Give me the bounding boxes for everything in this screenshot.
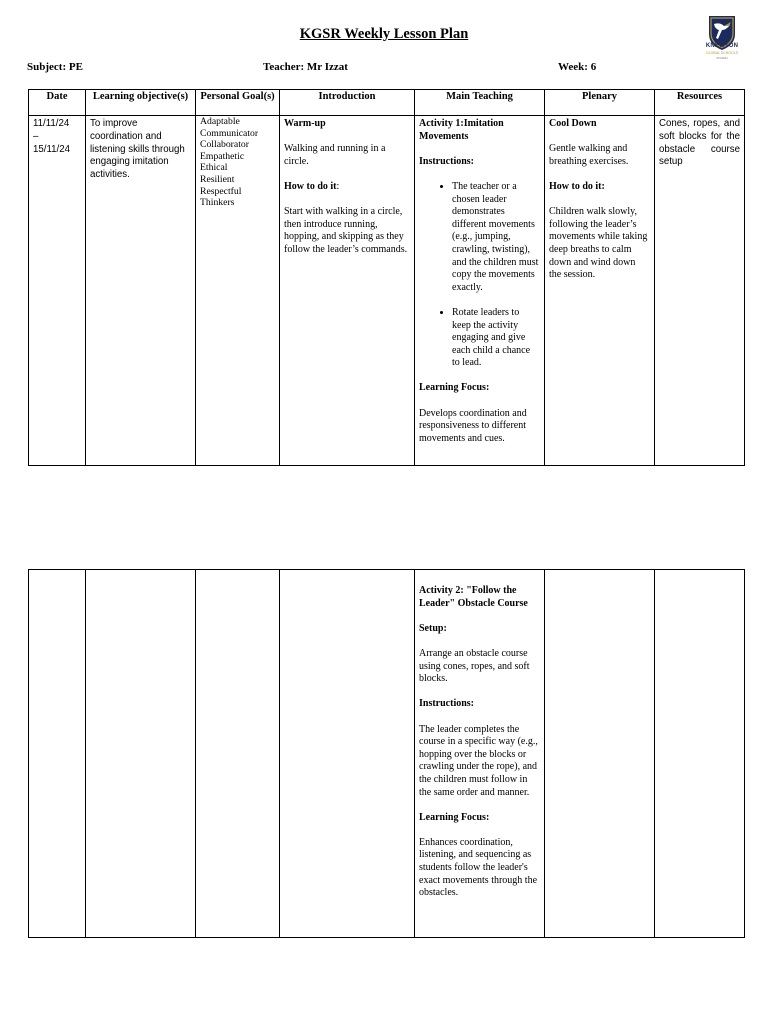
week-label: Week: 6 — [558, 61, 597, 73]
goal-item: Respectful — [200, 185, 242, 197]
learning-focus-label: Learning Focus: — [419, 382, 490, 394]
learning-focus-label: Learning Focus: — [419, 811, 490, 823]
lesson-plan-table — [28, 89, 745, 466]
intro-heading: Warm-up — [284, 118, 326, 129]
goal-item: Communicator — [200, 127, 259, 139]
lesson-plan-table-continued — [28, 569, 745, 938]
goal-item: Adaptable — [200, 116, 240, 127]
objective-cell: To improve coordination and listening skills through engaging imitation activities. — [86, 116, 196, 466]
header-introduction: Introduction — [280, 90, 415, 116]
header-objective: Learning objective(s) — [86, 90, 196, 116]
main-teaching-cell — [415, 116, 545, 466]
date-cell — [29, 116, 86, 466]
plenary-heading: Cool Down — [549, 118, 597, 129]
learning-focus-text: Develops coordination and responsiveness to different movements and cues. — [419, 407, 527, 444]
header-goals: Personal Goal(s) — [196, 90, 280, 116]
table-row — [29, 570, 745, 938]
header-plenary: Plenary — [545, 90, 655, 116]
instructions-list — [419, 181, 540, 370]
subject-label: Subject: PE — [27, 61, 83, 73]
logo-location: RIYADH — [716, 56, 728, 60]
header-resources: Resources — [655, 90, 745, 116]
setup-text: Arrange an obstacle course using cones, ropes, and soft blocks. — [419, 647, 530, 685]
plenary-cell — [545, 570, 655, 938]
table-row — [29, 116, 745, 466]
page-title: KGSR Weekly Lesson Plan — [299, 26, 469, 42]
activity1-heading: Activity 1:Imitation Movements — [419, 118, 504, 142]
logo-name: KNEWTON — [705, 43, 739, 49]
table-header-row — [29, 90, 745, 116]
activity2-heading: Activity 2: "Follow the Leader" Obstacle Course — [419, 585, 528, 609]
goal-item: Thinkers — [200, 197, 235, 209]
list-item: • The teacher or a chosen leader demonstrates different movements (e.g., jumping, crawling, twisting), and the children must copy the movements exactly. — [452, 181, 540, 294]
goals-cell — [196, 570, 280, 938]
learning-focus-text: Enhances coordination, listening, and sequencing as students follow the leader's exact movements through the obstacles. — [419, 836, 538, 899]
intro-howto-colon: : — [336, 180, 340, 192]
plenary-text: Gentle walking and breathing exercises. — [549, 143, 629, 167]
instructions-text: The leader completes the course in a specific way (e.g., hopping over the blocks or crawling under the rope), and the children must follow in the same order and manner. — [419, 723, 538, 798]
setup-label: Setup: — [419, 622, 447, 634]
intro-steps: Start with walking in a circle, then introduce running, hopping, and skipping as they follow the leader’s commands. — [284, 206, 408, 255]
instructions-label: Instructions: — [419, 698, 475, 710]
plenary-steps: Children walk slowly, following the leader’s movements while taking deep breaths to calm down and wind down the session. — [549, 206, 648, 281]
date-cell — [29, 570, 86, 938]
plenary-howto-label: How to do it: — [549, 180, 605, 192]
plenary-cell — [545, 116, 655, 466]
objective-cell — [86, 570, 196, 938]
main-teaching-cell — [415, 570, 545, 938]
resources-cell: Cones, ropes, and soft blocks for the obstacle course setup — [655, 116, 745, 466]
header-date: Date — [29, 90, 86, 116]
goal-item: Empathetic — [200, 150, 245, 162]
date-start: 11/11/24 — [33, 118, 70, 129]
resources-cell — [655, 570, 745, 938]
teacher-label: Teacher: Mr Izzat — [263, 61, 348, 73]
list-item: • Rotate leaders to keep the activity engaging and give each child a chance to lead. — [452, 307, 540, 370]
goals-cell — [196, 116, 280, 466]
intro-howto-label: How to do it — [284, 180, 337, 192]
intro-howto — [284, 181, 410, 194]
intro-text: Walking and running in a circle. — [284, 143, 386, 167]
logo-subtitle: GLOBAL SCHOOLS — [706, 51, 738, 55]
introduction-cell — [280, 570, 415, 938]
goal-item: Ethical — [200, 162, 228, 174]
introduction-cell — [280, 116, 415, 466]
goal-item: Resilient — [200, 173, 235, 185]
instructions-label: Instructions: — [419, 155, 475, 167]
header-main-teaching: Main Teaching — [415, 90, 545, 116]
goal-item: Collaborator — [200, 139, 249, 151]
date-dash: – — [33, 130, 39, 142]
date-end: 15/11/24 — [33, 143, 70, 155]
